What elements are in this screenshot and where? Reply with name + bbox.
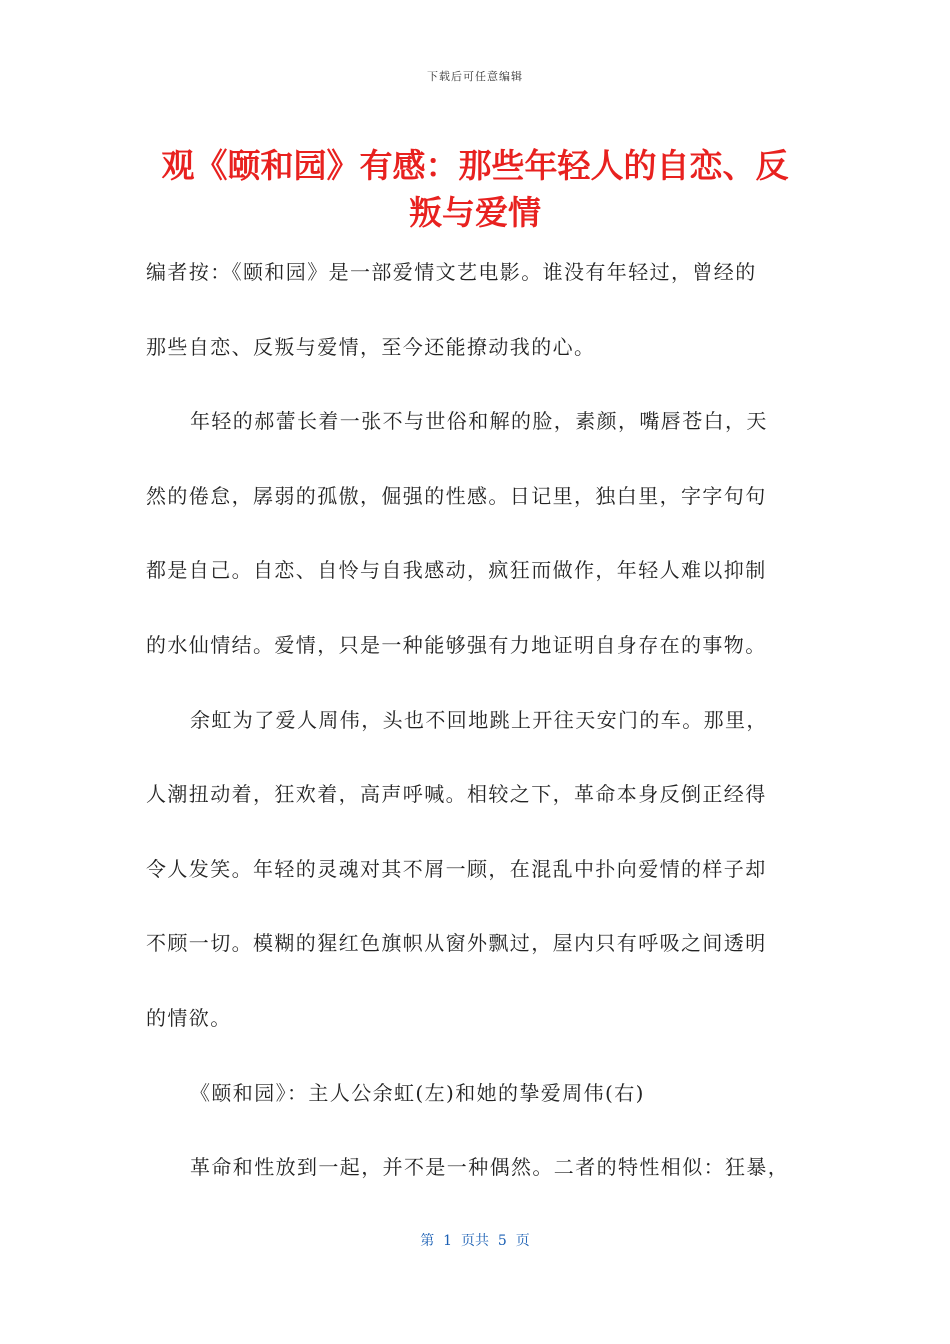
image-caption: 《颐和园》：主人公余虹(左)和她的挚爱周伟(右) [190,1080,645,1105]
body-line: 年轻的郝蕾长着一张不与世俗和解的脸，素颜，嘴唇苍白，天 [190,409,768,434]
body-line: 编者按：《颐和园》是一部爱情文艺电影。谁没有年轻过，曾经的 [146,260,757,284]
document-title [148,142,802,236]
body-line: 然的倦怠，孱弱的孤傲，倔强的性感。日记里，独白里，字字句句 [146,483,767,508]
body-line: 那些自恋、反叛与爱情，至今还能撩动我的心。 [146,334,596,359]
body-line: 人潮扭动着，狂欢着，高声呼喊。相较之下，革命本身反倒正经得 [146,782,767,807]
header-note: 下载后可任意编辑 [427,70,523,83]
body-line: 的情欲。 [146,1005,232,1030]
body-line: 不顾一切。模糊的猩红色旗帜从窗外飘过，屋内只有呼吸之间透明 [146,931,767,956]
title-line-2: 叛与爱情 [409,193,541,232]
document-body [146,250,806,1220]
body-line: 的水仙情结。爱情，只是一种能够强有力地证明自身存在的事物。 [146,632,767,657]
page-number-footer: 第 1 页共 5 页 [420,1233,530,1249]
body-line: 都是自己。自恋、自怜与自我感动，疯狂而做作，年轻人难以抑制 [146,558,767,583]
body-line: 令人发笑。年轻的灵魂对其不屑一顾，在混乱中扑向爱情的样子却 [146,856,767,881]
body-line: 革命和性放到一起，并不是一种偶然。二者的特性相似：狂暴， [190,1155,790,1180]
title-line-1: 观《颐和园》有感：那些年轻人的自恋、反 [161,146,789,185]
body-line: 余虹为了爱人周伟，头也不回地跳上开往天安门的车。那里， [190,707,768,732]
